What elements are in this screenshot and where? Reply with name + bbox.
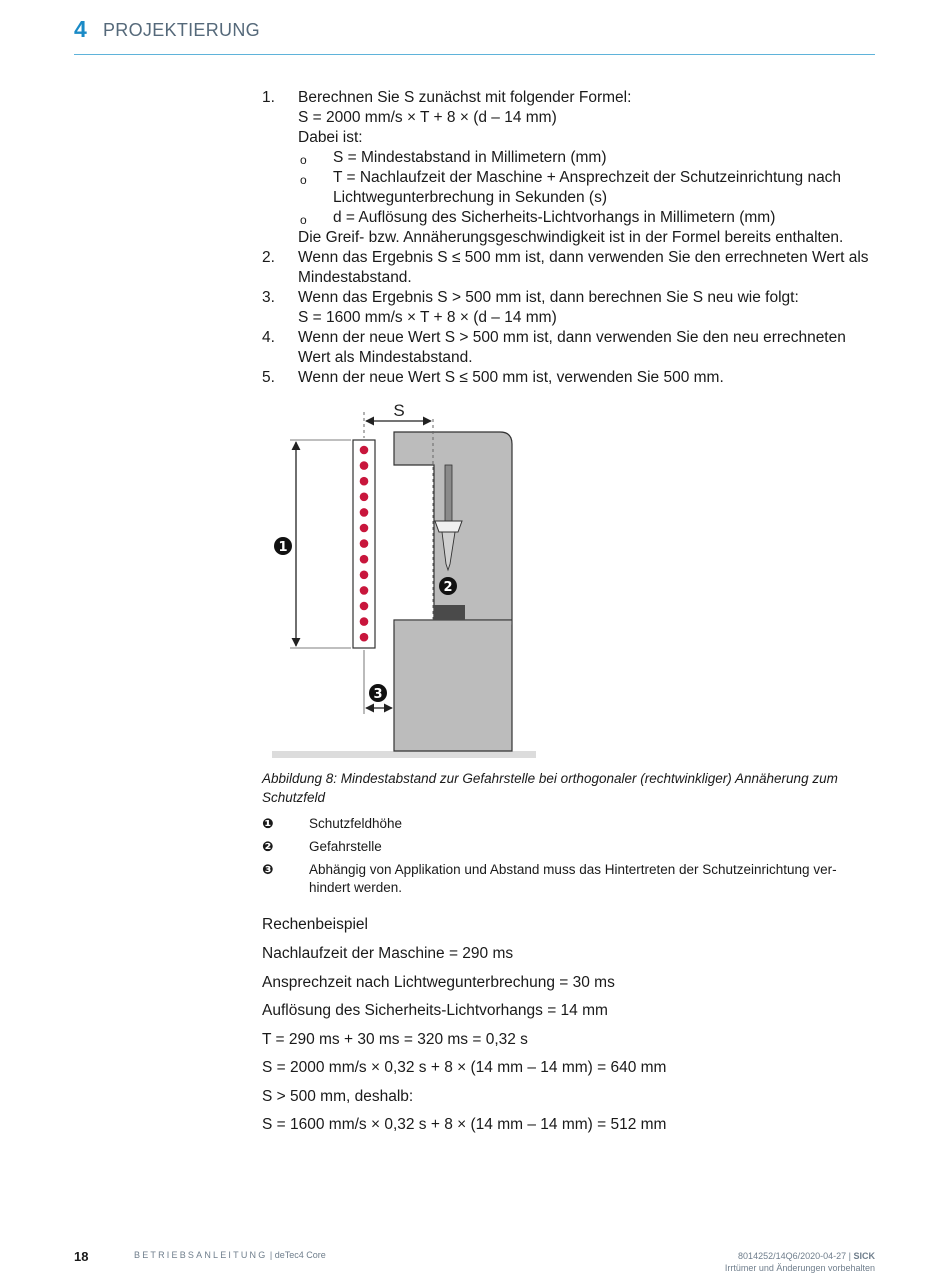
manual-label: BETRIEBSANLEITUNG [134, 1250, 268, 1260]
machine-base-cover [395, 621, 512, 625]
example-line: S = 2000 mm/s × 0,32 s + 8 × (14 mm – 14 mm) = 640 mm [262, 1059, 667, 1076]
light-beam-dot [360, 602, 369, 611]
light-beam-dot [360, 493, 369, 502]
definition-item [298, 208, 872, 228]
step-number: 3. [262, 289, 275, 306]
product-name: deTec4 Core [274, 1250, 326, 1260]
light-beam-dot [360, 446, 369, 455]
definition-text: S = Mindestabstand in Millimetern (mm) [333, 149, 607, 166]
page-number: 18 [74, 1249, 89, 1264]
step-text: Dabei ist: [298, 129, 363, 146]
example-heading: Rechenbeispiel [262, 916, 368, 933]
definition-text: d = Auflösung des Sicherheits-Lichtvorhangs in Millimetern (mm) [333, 209, 776, 226]
diagram-svg [262, 398, 552, 760]
chuck [435, 521, 462, 532]
footer-separator: | [846, 1251, 854, 1261]
footer-document-title [134, 1250, 326, 1260]
legend-item [262, 815, 874, 833]
legend-text: Abhängig von Applikation und Abstand muss das Hintertreten der Schutzeinrichtung ver-hindert werden. [309, 862, 837, 895]
chapter-title: PROJEKTIERUNG [103, 20, 260, 40]
bullet: o [300, 213, 307, 227]
definition-text: T = Nachlaufzeit der Maschine + Ansprechzeit der Schutzeinrichtung nach Lichtwegunterbrechung in Sekunden (s) [333, 169, 842, 206]
bullet: o [300, 153, 307, 167]
step-1 [262, 88, 872, 248]
bullet: o [300, 173, 307, 187]
light-beam-dot [360, 586, 369, 595]
step-4 [262, 328, 872, 368]
example-line: S > 500 mm, deshalb: [262, 1087, 414, 1105]
example-line: S = 1600 mm/s × 0,32 s + 8 × (14 mm – 14 mm) = 512 mm [262, 1116, 667, 1133]
light-beam-dot [360, 477, 369, 486]
brand-name: SICK [853, 1251, 875, 1261]
step-text: Wenn das Ergebnis S ≤ 500 mm ist, dann verwenden Sie den errechneten Wert als Mindestabstand. [298, 249, 869, 286]
light-beam-dot [360, 617, 369, 626]
chapter-number: 4 [74, 16, 87, 42]
formula: S = 1600 mm/s × T + 8 × (d – 14 mm) [298, 309, 557, 326]
step-3 [262, 288, 872, 328]
light-beam-dot [360, 633, 369, 642]
step-2 [262, 248, 872, 288]
light-beam-dot [360, 461, 369, 470]
definition-item [298, 148, 872, 168]
legend-text: Gefahrstelle [309, 839, 382, 854]
formula: S = 2000 mm/s × T + 8 × (d – 14 mm) [298, 109, 557, 126]
light-beam-dot [360, 571, 369, 580]
marker-2-label: 2 [443, 580, 453, 595]
calculation-example [262, 916, 874, 1145]
step-5 [262, 368, 872, 388]
minimum-distance-figure [262, 398, 552, 760]
light-beam-dot [360, 508, 369, 517]
step-text: Berechnen Sie S zunächst mit folgender Formel: [298, 89, 632, 106]
step-text: Wenn der neue Wert S ≤ 500 mm ist, verwenden Sie 500 mm. [298, 369, 724, 386]
legend-marker: ❷ [262, 839, 274, 855]
step-number: 5. [262, 369, 275, 386]
step-text: Wenn das Ergebnis S > 500 mm ist, dann berechnen Sie S neu wie folgt: [298, 289, 799, 306]
definition-item [298, 168, 872, 208]
step-note: Die Greif- bzw. Annäherungsgeschwindigkeit ist in der Formel bereits enthalten. [298, 229, 844, 246]
page-header [74, 16, 875, 55]
example-line: Auflösung des Sicherheits-Lichtvorhangs = 14 mm [262, 1002, 608, 1019]
spindle [445, 465, 452, 521]
workpiece [434, 605, 465, 620]
step-text: Wenn der neue Wert S > 500 mm ist, dann verwenden Sie den neu errechneten Wert als Mindestabstand. [298, 329, 846, 366]
footer-separator: | [267, 1250, 275, 1260]
figure-legend [262, 815, 874, 902]
disclaimer: Irrtümer und Änderungen vorbehalten [724, 1263, 875, 1273]
legend-text: Schutzfeldhöhe [309, 816, 403, 831]
marker-3-label: 3 [373, 687, 383, 702]
light-beam-dot [360, 539, 369, 548]
light-beam-dot [360, 555, 369, 564]
step-number: 1. [262, 89, 275, 106]
footer-document-info [725, 1250, 875, 1274]
legend-marker: ❶ [262, 816, 274, 832]
example-line: Nachlaufzeit der Maschine = 290 ms [262, 945, 514, 962]
example-line: Ansprechzeit nach Lichtwegunterbrechung = 30 ms [262, 973, 615, 991]
figure-caption: Abbildung 8: Mindestabstand zur Gefahrstelle bei orthogonaler (rechtwinkliger) Annäherung zum Schutzfeld [262, 771, 838, 805]
document-id: 8014252/14Q6/2020-04-27 [738, 1251, 847, 1261]
calculation-steps [262, 88, 872, 388]
step-number: 4. [262, 329, 275, 346]
legend-item [262, 838, 874, 856]
s-label: S [393, 401, 405, 420]
step-number: 2. [262, 249, 275, 266]
light-beam-dot [360, 524, 369, 533]
marker-1-label: 1 [278, 540, 288, 555]
legend-item [262, 861, 874, 897]
legend-marker: ❸ [262, 862, 274, 878]
floor [272, 751, 536, 758]
example-line: T = 290 ms + 30 ms = 320 ms = 0,32 s [262, 1030, 528, 1048]
